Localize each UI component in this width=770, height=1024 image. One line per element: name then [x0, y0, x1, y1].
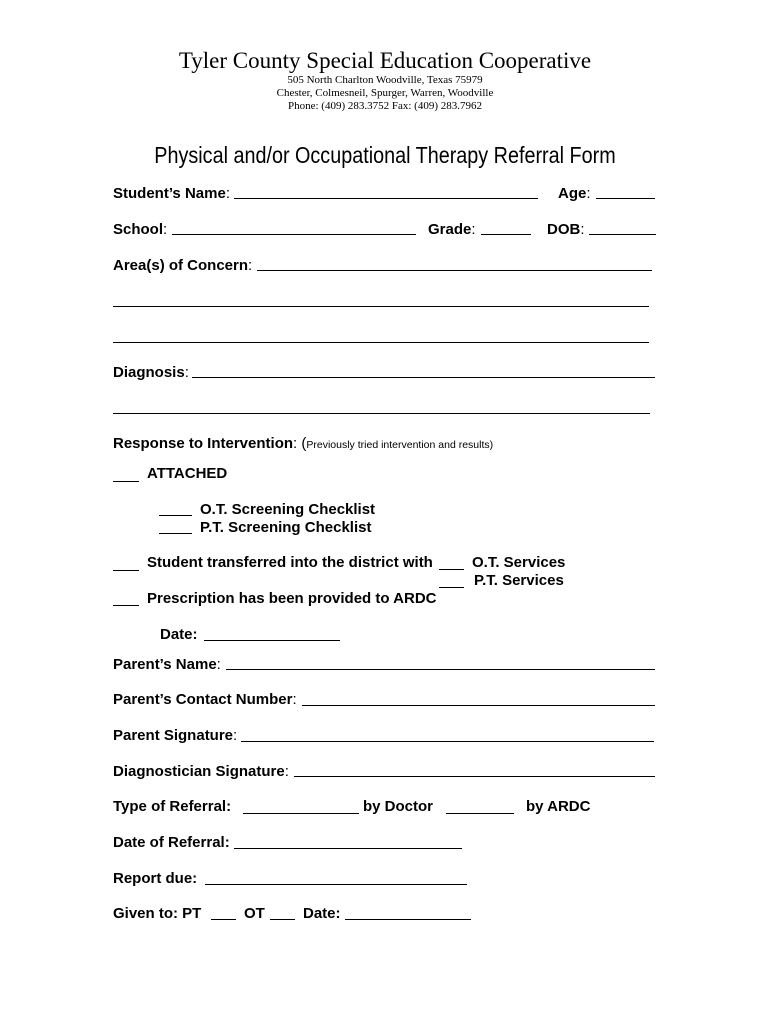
by-ardc-label: by ARDC — [526, 798, 591, 815]
prescription-date-label: Date: — [160, 626, 198, 643]
diagnostician-signature-field[interactable] — [294, 776, 655, 777]
response-to-intervention-label: Response to Intervention: (Previously tried intervention and results) — [113, 435, 494, 452]
student-name-field[interactable] — [234, 198, 538, 199]
given-to-ot-label: OT — [244, 905, 265, 922]
pt-services-checkbox[interactable] — [439, 587, 464, 588]
diagnosis-label: Diagnosis: — [113, 364, 189, 381]
parent-name-field[interactable] — [226, 669, 655, 670]
date-of-referral-label: Date of Referral: — [113, 834, 230, 851]
age-label: Age: — [558, 185, 591, 202]
diagnostician-signature-label: Diagnostician Signature: — [113, 763, 289, 780]
ot-checklist-checkbox[interactable] — [159, 515, 192, 516]
school-field[interactable] — [172, 234, 416, 235]
given-to-ot-checkbox[interactable] — [270, 919, 295, 920]
attached-checkbox[interactable] — [113, 481, 139, 482]
areas-of-concern-label: Area(s) of Concern: — [113, 257, 253, 274]
prescription-date-field[interactable] — [204, 640, 340, 641]
ot-checklist-label: O.T. Screening Checklist — [200, 501, 376, 518]
age-field[interactable] — [596, 198, 655, 199]
student-name-label: Student’s Name: — [113, 185, 230, 202]
diagnosis-line-2[interactable] — [113, 413, 650, 414]
by-doctor-checkbox[interactable] — [243, 813, 359, 814]
dob-field[interactable] — [589, 234, 656, 235]
given-to-pt-label: Given to: PT — [113, 905, 202, 922]
dob-label: DOB: — [547, 221, 585, 238]
parent-signature-field[interactable] — [241, 741, 654, 742]
areas-of-concern-field[interactable] — [257, 270, 652, 271]
by-ardc-checkbox[interactable] — [446, 813, 514, 814]
parent-signature-label: Parent Signature: — [113, 727, 238, 744]
areas-of-concern-line-2[interactable] — [113, 306, 649, 307]
given-to-pt-checkbox[interactable] — [211, 919, 236, 920]
rti-note: Previously tried intervention and results) — [306, 439, 494, 451]
address-line-2: Chester, Colmesneil, Spurger, Warren, Woodville — [276, 87, 494, 99]
org-name: Tyler County Special Education Cooperative — [178, 48, 592, 73]
transferred-checkbox[interactable] — [113, 570, 139, 571]
areas-of-concern-line-3[interactable] — [113, 342, 649, 343]
school-label: School: — [113, 221, 168, 238]
date-of-referral-field[interactable] — [234, 848, 462, 849]
diagnosis-field[interactable] — [192, 377, 655, 378]
report-due-label: Report due: — [113, 870, 198, 887]
transferred-label: Student transferred into the district with — [147, 554, 433, 571]
parent-contact-label: Parent’s Contact Number: — [113, 691, 297, 708]
attached-label: ATTACHED — [147, 465, 228, 482]
grade-field[interactable] — [481, 234, 531, 235]
prescription-checkbox[interactable] — [113, 605, 139, 606]
ot-services-checkbox[interactable] — [439, 569, 464, 570]
grade-label: Grade: — [428, 221, 476, 238]
phone-fax: Phone: (409) 283.3752 Fax: (409) 283.7962 — [287, 100, 482, 112]
pt-services-label: P.T. Services — [474, 572, 564, 589]
ot-services-label: O.T. Services — [472, 554, 566, 571]
report-due-field[interactable] — [205, 884, 467, 885]
parent-name-label: Parent’s Name: — [113, 656, 221, 673]
pt-checklist-checkbox[interactable] — [159, 533, 192, 534]
address-line-1: 505 North Charlton Woodville, Texas 75979 — [287, 74, 483, 86]
form-title: Physical and/or Occupational Therapy Referral Form — [154, 142, 616, 168]
given-to-date-label: Date: — [303, 905, 341, 922]
by-doctor-label: by Doctor — [363, 798, 434, 815]
pt-checklist-label: P.T. Screening Checklist — [200, 519, 372, 536]
type-of-referral-label: Type of Referral: — [113, 798, 232, 815]
prescription-label: Prescription has been provided to ARDC — [147, 590, 437, 607]
given-to-date-field[interactable] — [345, 919, 471, 920]
parent-contact-field[interactable] — [302, 705, 655, 706]
